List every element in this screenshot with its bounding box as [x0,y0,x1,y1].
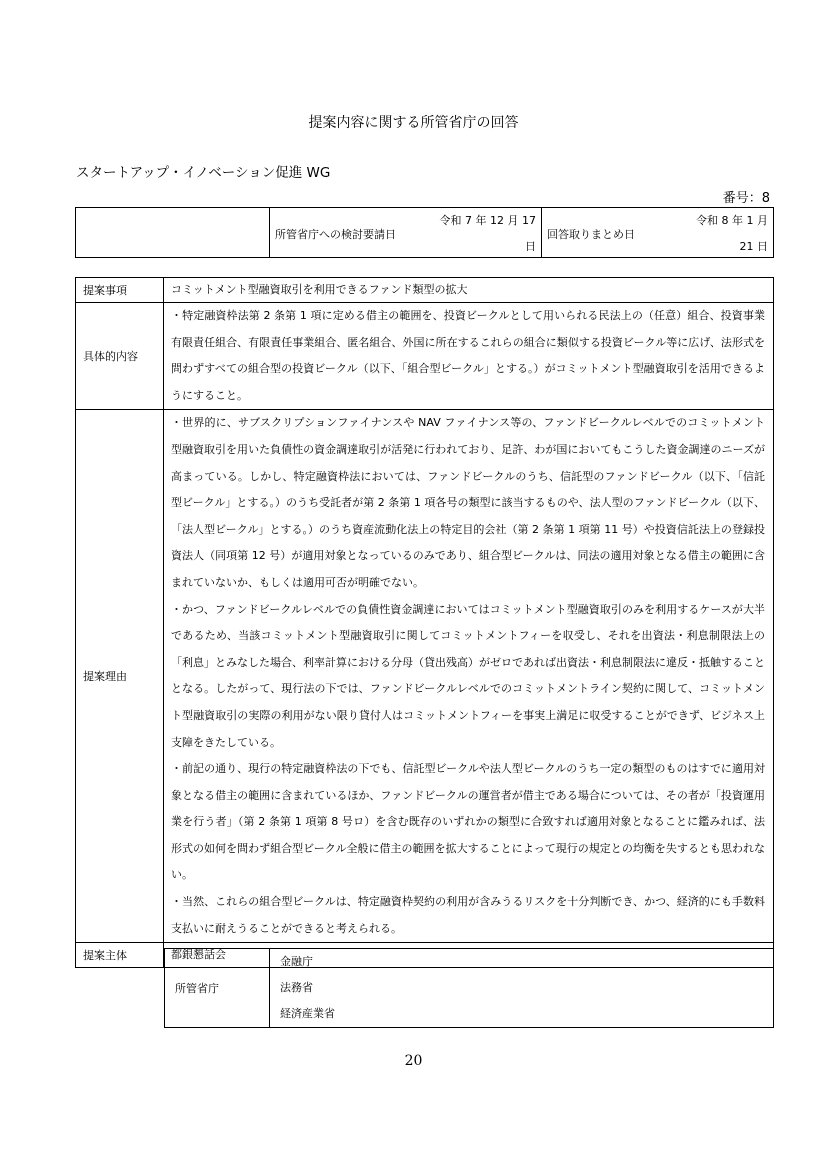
details-label: 具体的内容 [76,303,164,410]
reason-paragraph-2: ・かつ、ファンドビークルレベルでの負債性資金調達においてはコミットメント型融資取引のみを利用するケースが大半であるため、当該コミットメント型融資取引に関してコミットメントフィーを収受し、それを出資法・利息制限法上の「利息」とみなした場合、利率計算における分母（貸出残高）がゼロであれば出資法・利息制限法に違反・抵触することとなる。したがって、現行法の下では、ファンドビークルレベルでのコミットメントライン契約に関して、コミットメント型融資取引の実際の利用がない限り貸付人はコミットメントフィーを事実上満足に収受することができず、ビジネス上支障をきたしている。 [171,602,765,749]
blank-cell [76,208,270,258]
details-value: ・特定融資枠法第 2 条第 1 項に定める借主の範囲を、投資ビークルとして用いられる民法上の（任意）組合、投資事業有限責任組合、有限責任事業組合、匿名組合、外国に所在するこれらの組合に類似する投資ビークル等に広げ、法形式を問わずすべての組合型の投資ビークル（以下、「組合型ビークル」とする。）がコミットメント型融資取引を活用できるようにすること。 [164,303,774,410]
date-table [75,207,774,258]
ministry-label: 所管省庁 [165,949,270,1028]
reason-paragraph-1: ・世界的に、サブスクリプションファイナンスや NAV ファイナンス等の、ファンドビークルレベルでのコミットメント型融資取引を用いた負債性の資金調達取引が活発に行われており、足許、わが国においてもこうした資金調達のニーズが高まっている。しかし、特定融資枠法においては、ファンドビークルのうち、信託型のファンドビークル（以下、「信託型ビークル」とする。）のうち受託者が第 2 条第 1 項各号の類型に該当するものや、法人型のファンドビークル（以下、「法人型ビークル」とする。）のうち資産流動化法上の特定目的会社（第 2 条第 1 項第 11 号）や投資信託法上の登録投資法人（同項第 12 号）が適用対象となっているのみであり、組合型ビークルは、同法の適用対象となる借主の範囲に含まれていないか、もしくは適用可否が明確でない。 [171,416,765,589]
proposer-value: 都銀懇話会 [164,943,774,968]
ministry-list [270,949,774,1028]
request-date-line2: 日 [525,240,536,253]
request-date-cell [270,208,542,258]
subject-label: 提案事項 [76,278,164,303]
subject-value: コミットメント型融資取引を利用できるファンド類型の拡大 [164,278,774,303]
ministry-item: 金融庁 [280,955,313,968]
answer-date-line2: 21 日 [739,240,768,253]
reason-paragraph-4: ・当然、これらの組合型ビークルは、特定融資枠契約の利用が含みうるリスクを十分判断でき、かつ、経済的にも手数料支払いに耐えうることができると考えられる。 [171,895,765,935]
proposal-number: 番号：8 [722,191,770,206]
ministry-table [164,948,774,1028]
ministry-item: 経済産業省 [280,1007,335,1020]
ministry-item: 法務省 [280,981,313,994]
reason-label: 提案理由 [76,410,164,943]
proposal-table [75,277,774,968]
working-group-name: スタートアップ・イノベーション促進 WG [76,165,331,181]
reason-paragraph-3: ・前記の通り、現行の特定融資枠法の下でも、信託型ビークルや法人型ビークルのうち一定の類型のものはすでに適用対象となる借主の範囲に含まれているほか、ファンドビークルの運営者が借主である場合については、その者が「投資運用業を行う者」（第 2 条第 1 項第 8 号ロ）を含む既存のいずれかの類型に合致すれば適用対象となることに鑑みれば、法形式の如何を問わず組合型ビークル全般に借主の範囲を拡大することによって現行の規定との均衡を失するとも思われない。 [171,762,765,882]
request-date-label: 所管省庁への検討要請日 [275,228,396,241]
answer-date-line1: 令和 8 年 1 月 [696,214,768,227]
page-number: 20 [404,1053,423,1069]
answer-date-label: 回答取りまとめ日 [547,228,635,241]
reason-cell [164,410,774,943]
request-date-line1: 令和 7 年 12 月 17 [439,214,536,227]
proposer-label: 提案主体 [76,943,164,968]
answer-date-cell [542,208,774,258]
document-title: 提案内容に関する所管省庁の回答 [308,115,519,131]
